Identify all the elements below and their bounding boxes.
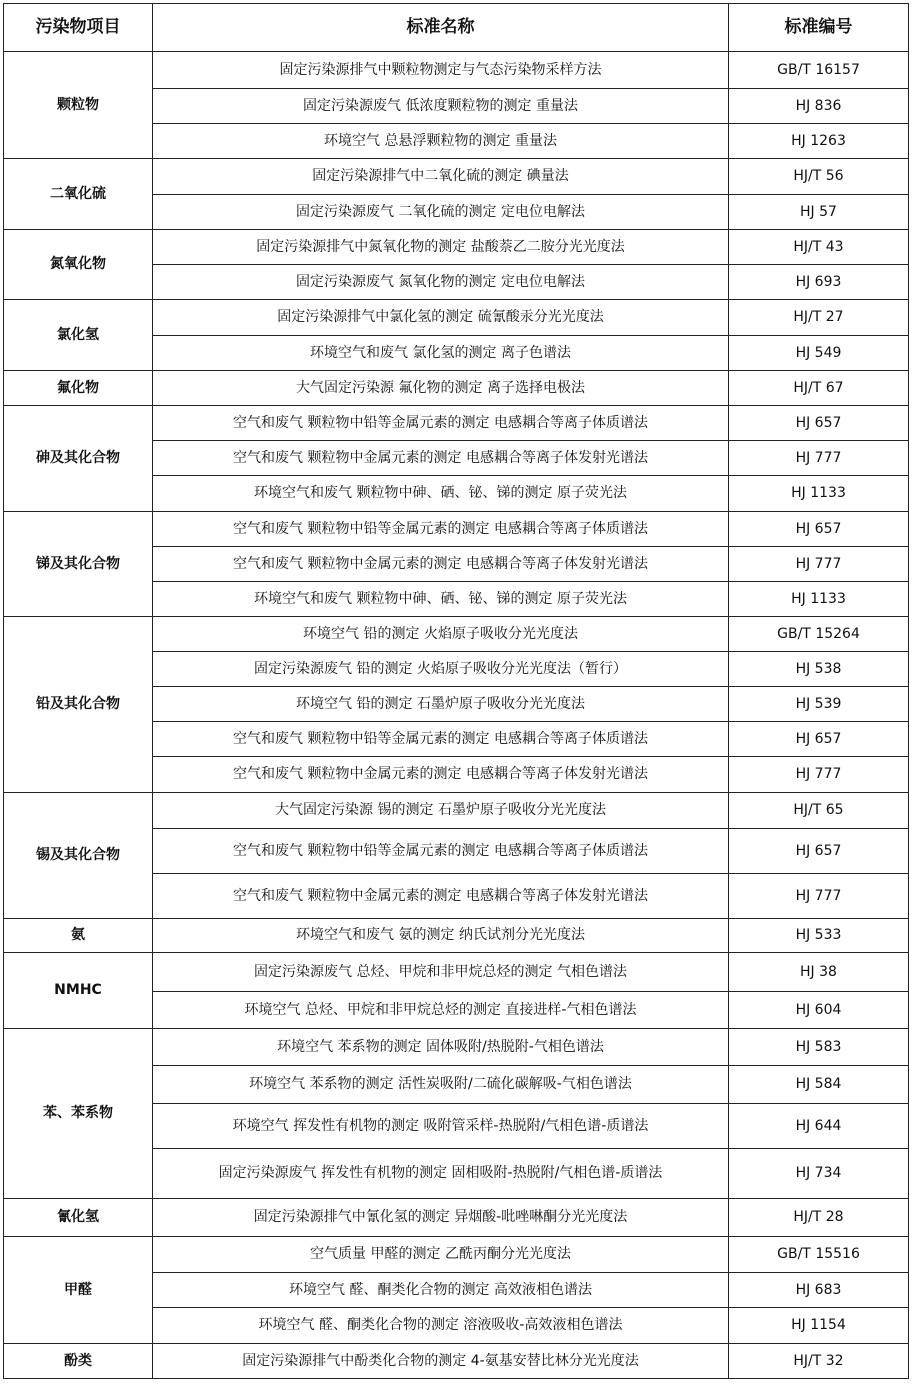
standard-code-cell: HJ/T 27 xyxy=(729,300,909,336)
table-row xyxy=(4,953,909,992)
standard-code-cell: HJ 38 xyxy=(729,953,909,992)
table-row xyxy=(4,1029,909,1066)
standard-code-cell: HJ 539 xyxy=(729,687,909,722)
table-row xyxy=(4,1199,909,1237)
standard-code-cell: HJ 533 xyxy=(729,919,909,953)
standard-code-cell: HJ/T 67 xyxy=(729,371,909,406)
pollutant-cell: NMHC xyxy=(4,953,153,1029)
standard-name-cell: 环境空气 苯系物的测定 活性炭吸附/二硫化碳解吸-气相色谱法 xyxy=(153,1066,729,1104)
header-standard-name: 标准名称 xyxy=(153,4,729,52)
standard-name-cell: 固定污染源废气 挥发性有机物的测定 固相吸附-热脱附/气相色谱-质谱法 xyxy=(153,1149,729,1199)
table-body xyxy=(4,52,909,1379)
standard-code-cell: HJ 1154 xyxy=(729,1308,909,1344)
standard-code-cell: HJ 683 xyxy=(729,1273,909,1308)
table-row xyxy=(4,406,909,441)
standard-name-cell: 固定污染源排气中颗粒物测定与气态污染物采样方法 xyxy=(153,52,729,89)
table-row xyxy=(4,371,909,406)
standard-name-cell: 环境空气 总烃、甲烷和非甲烷总烃的测定 直接进样-气相色谱法 xyxy=(153,992,729,1029)
standard-name-cell: 环境空气和废气 颗粒物中砷、硒、铋、锑的测定 原子荧光法 xyxy=(153,476,729,512)
pollutant-cell: 铅及其化合物 xyxy=(4,617,153,793)
standard-name-cell: 空气和废气 颗粒物中铅等金属元素的测定 电感耦合等离子体质谱法 xyxy=(153,406,729,441)
standard-name-cell: 固定污染源废气 氮氧化物的测定 定电位电解法 xyxy=(153,265,729,300)
standard-name-cell: 大气固定污染源 氟化物的测定 离子选择电极法 xyxy=(153,371,729,406)
standard-code-cell: HJ 549 xyxy=(729,336,909,371)
table-row xyxy=(4,300,909,336)
standard-name-cell: 环境空气 苯系物的测定 固体吸附/热脱附-气相色谱法 xyxy=(153,1029,729,1066)
standard-name-cell: 环境空气和废气 颗粒物中砷、硒、铋、锑的测定 原子荧光法 xyxy=(153,582,729,617)
standard-code-cell: HJ 538 xyxy=(729,652,909,687)
standard-code-cell: HJ/T 28 xyxy=(729,1199,909,1237)
standard-code-cell: HJ 1263 xyxy=(729,124,909,159)
table-row xyxy=(4,793,909,829)
standard-name-cell: 固定污染源排气中氯化氢的测定 硫氰酸汞分光光度法 xyxy=(153,300,729,336)
standard-code-cell: HJ/T 43 xyxy=(729,230,909,265)
standard-code-cell: HJ 644 xyxy=(729,1104,909,1149)
standard-name-cell: 空气和废气 颗粒物中铅等金属元素的测定 电感耦合等离子体质谱法 xyxy=(153,829,729,874)
standard-code-cell: HJ 1133 xyxy=(729,582,909,617)
header-row xyxy=(4,4,909,52)
table-row xyxy=(4,617,909,652)
pollutant-cell: 酚类 xyxy=(4,1344,153,1379)
table-row xyxy=(4,512,909,547)
table-row xyxy=(4,52,909,89)
header-standard-code: 标准编号 xyxy=(729,4,909,52)
standard-name-cell: 空气和废气 颗粒物中铅等金属元素的测定 电感耦合等离子体质谱法 xyxy=(153,512,729,547)
pollutant-cell: 氯化氢 xyxy=(4,300,153,371)
standard-code-cell: GB/T 15264 xyxy=(729,617,909,652)
standard-code-cell: HJ 777 xyxy=(729,874,909,919)
pollutant-cell: 氨 xyxy=(4,919,153,953)
standard-name-cell: 空气和废气 颗粒物中金属元素的测定 电感耦合等离子体发射光谱法 xyxy=(153,441,729,476)
standard-code-cell: HJ/T 56 xyxy=(729,159,909,195)
standard-name-cell: 环境空气 醛、酮类化合物的测定 溶液吸收-高效液相色谱法 xyxy=(153,1308,729,1344)
standard-code-cell: HJ 584 xyxy=(729,1066,909,1104)
standard-code-cell: GB/T 16157 xyxy=(729,52,909,89)
standard-code-cell: HJ 657 xyxy=(729,829,909,874)
standard-code-cell: HJ 57 xyxy=(729,195,909,230)
standard-name-cell: 环境空气和废气 氨的测定 纳氏试剂分光光度法 xyxy=(153,919,729,953)
standard-name-cell: 环境空气和废气 氯化氢的测定 离子色谱法 xyxy=(153,336,729,371)
standard-name-cell: 环境空气 挥发性有机物的测定 吸附管采样-热脱附/气相色谱-质谱法 xyxy=(153,1104,729,1149)
pollutant-cell: 砷及其化合物 xyxy=(4,406,153,512)
standard-code-cell: HJ 777 xyxy=(729,757,909,793)
standard-code-cell: HJ 693 xyxy=(729,265,909,300)
table-row xyxy=(4,1237,909,1273)
standard-code-cell: HJ 657 xyxy=(729,512,909,547)
pollutant-cell: 氰化氢 xyxy=(4,1199,153,1237)
standard-name-cell: 环境空气 铅的测定 火焰原子吸收分光光度法 xyxy=(153,617,729,652)
pollutant-cell: 二氧化硫 xyxy=(4,159,153,230)
standard-name-cell: 大气固定污染源 锡的测定 石墨炉原子吸收分光光度法 xyxy=(153,793,729,829)
standard-code-cell: HJ 777 xyxy=(729,441,909,476)
standards-table xyxy=(3,3,909,1379)
standard-code-cell: HJ/T 65 xyxy=(729,793,909,829)
standard-name-cell: 固定污染源废气 低浓度颗粒物的测定 重量法 xyxy=(153,89,729,124)
standard-name-cell: 固定污染源排气中氮氧化物的测定 盐酸萘乙二胺分光光度法 xyxy=(153,230,729,265)
standard-name-cell: 固定污染源排气中氰化氢的测定 异烟酸-吡唑啉酮分光光度法 xyxy=(153,1199,729,1237)
standard-code-cell: HJ 1133 xyxy=(729,476,909,512)
standard-code-cell: HJ 734 xyxy=(729,1149,909,1199)
standard-code-cell: HJ/T 32 xyxy=(729,1344,909,1379)
table-row xyxy=(4,919,909,953)
pollutant-cell: 锡及其化合物 xyxy=(4,793,153,919)
pollutant-cell: 苯、苯系物 xyxy=(4,1029,153,1199)
standard-name-cell: 空气和废气 颗粒物中金属元素的测定 电感耦合等离子体发射光谱法 xyxy=(153,757,729,793)
standard-name-cell: 空气和废气 颗粒物中铅等金属元素的测定 电感耦合等离子体质谱法 xyxy=(153,722,729,757)
standard-code-cell: HJ 604 xyxy=(729,992,909,1029)
standard-name-cell: 环境空气 醛、酮类化合物的测定 高效液相色谱法 xyxy=(153,1273,729,1308)
standard-name-cell: 环境空气 总悬浮颗粒物的测定 重量法 xyxy=(153,124,729,159)
standard-name-cell: 空气质量 甲醛的测定 乙酰丙酮分光光度法 xyxy=(153,1237,729,1273)
standard-name-cell: 空气和废气 颗粒物中金属元素的测定 电感耦合等离子体发射光谱法 xyxy=(153,874,729,919)
standard-code-cell: HJ 777 xyxy=(729,547,909,582)
standard-name-cell: 固定污染源废气 总烃、甲烷和非甲烷总烃的测定 气相色谱法 xyxy=(153,953,729,992)
pollutant-cell: 氟化物 xyxy=(4,371,153,406)
table-row xyxy=(4,230,909,265)
table-row xyxy=(4,159,909,195)
pollutant-cell: 锑及其化合物 xyxy=(4,512,153,617)
standard-name-cell: 空气和废气 颗粒物中金属元素的测定 电感耦合等离子体发射光谱法 xyxy=(153,547,729,582)
standard-name-cell: 固定污染源排气中二氧化硫的测定 碘量法 xyxy=(153,159,729,195)
table-row xyxy=(4,1344,909,1379)
standard-name-cell: 固定污染源废气 二氧化硫的测定 定电位电解法 xyxy=(153,195,729,230)
standard-code-cell: HJ 657 xyxy=(729,406,909,441)
standard-code-cell: HJ 657 xyxy=(729,722,909,757)
standard-name-cell: 固定污染源排气中酚类化合物的测定 4-氨基安替比林分光光度法 xyxy=(153,1344,729,1379)
pollutant-cell: 颗粒物 xyxy=(4,52,153,159)
header-pollutant: 污染物项目 xyxy=(4,4,153,52)
standard-code-cell: GB/T 15516 xyxy=(729,1237,909,1273)
pollutant-cell: 甲醛 xyxy=(4,1237,153,1344)
standard-code-cell: HJ 583 xyxy=(729,1029,909,1066)
standard-code-cell: HJ 836 xyxy=(729,89,909,124)
standard-name-cell: 环境空气 铅的测定 石墨炉原子吸收分光光度法 xyxy=(153,687,729,722)
pollutant-cell: 氮氧化物 xyxy=(4,230,153,300)
standard-name-cell: 固定污染源废气 铅的测定 火焰原子吸收分光光度法（暂行） xyxy=(153,652,729,687)
